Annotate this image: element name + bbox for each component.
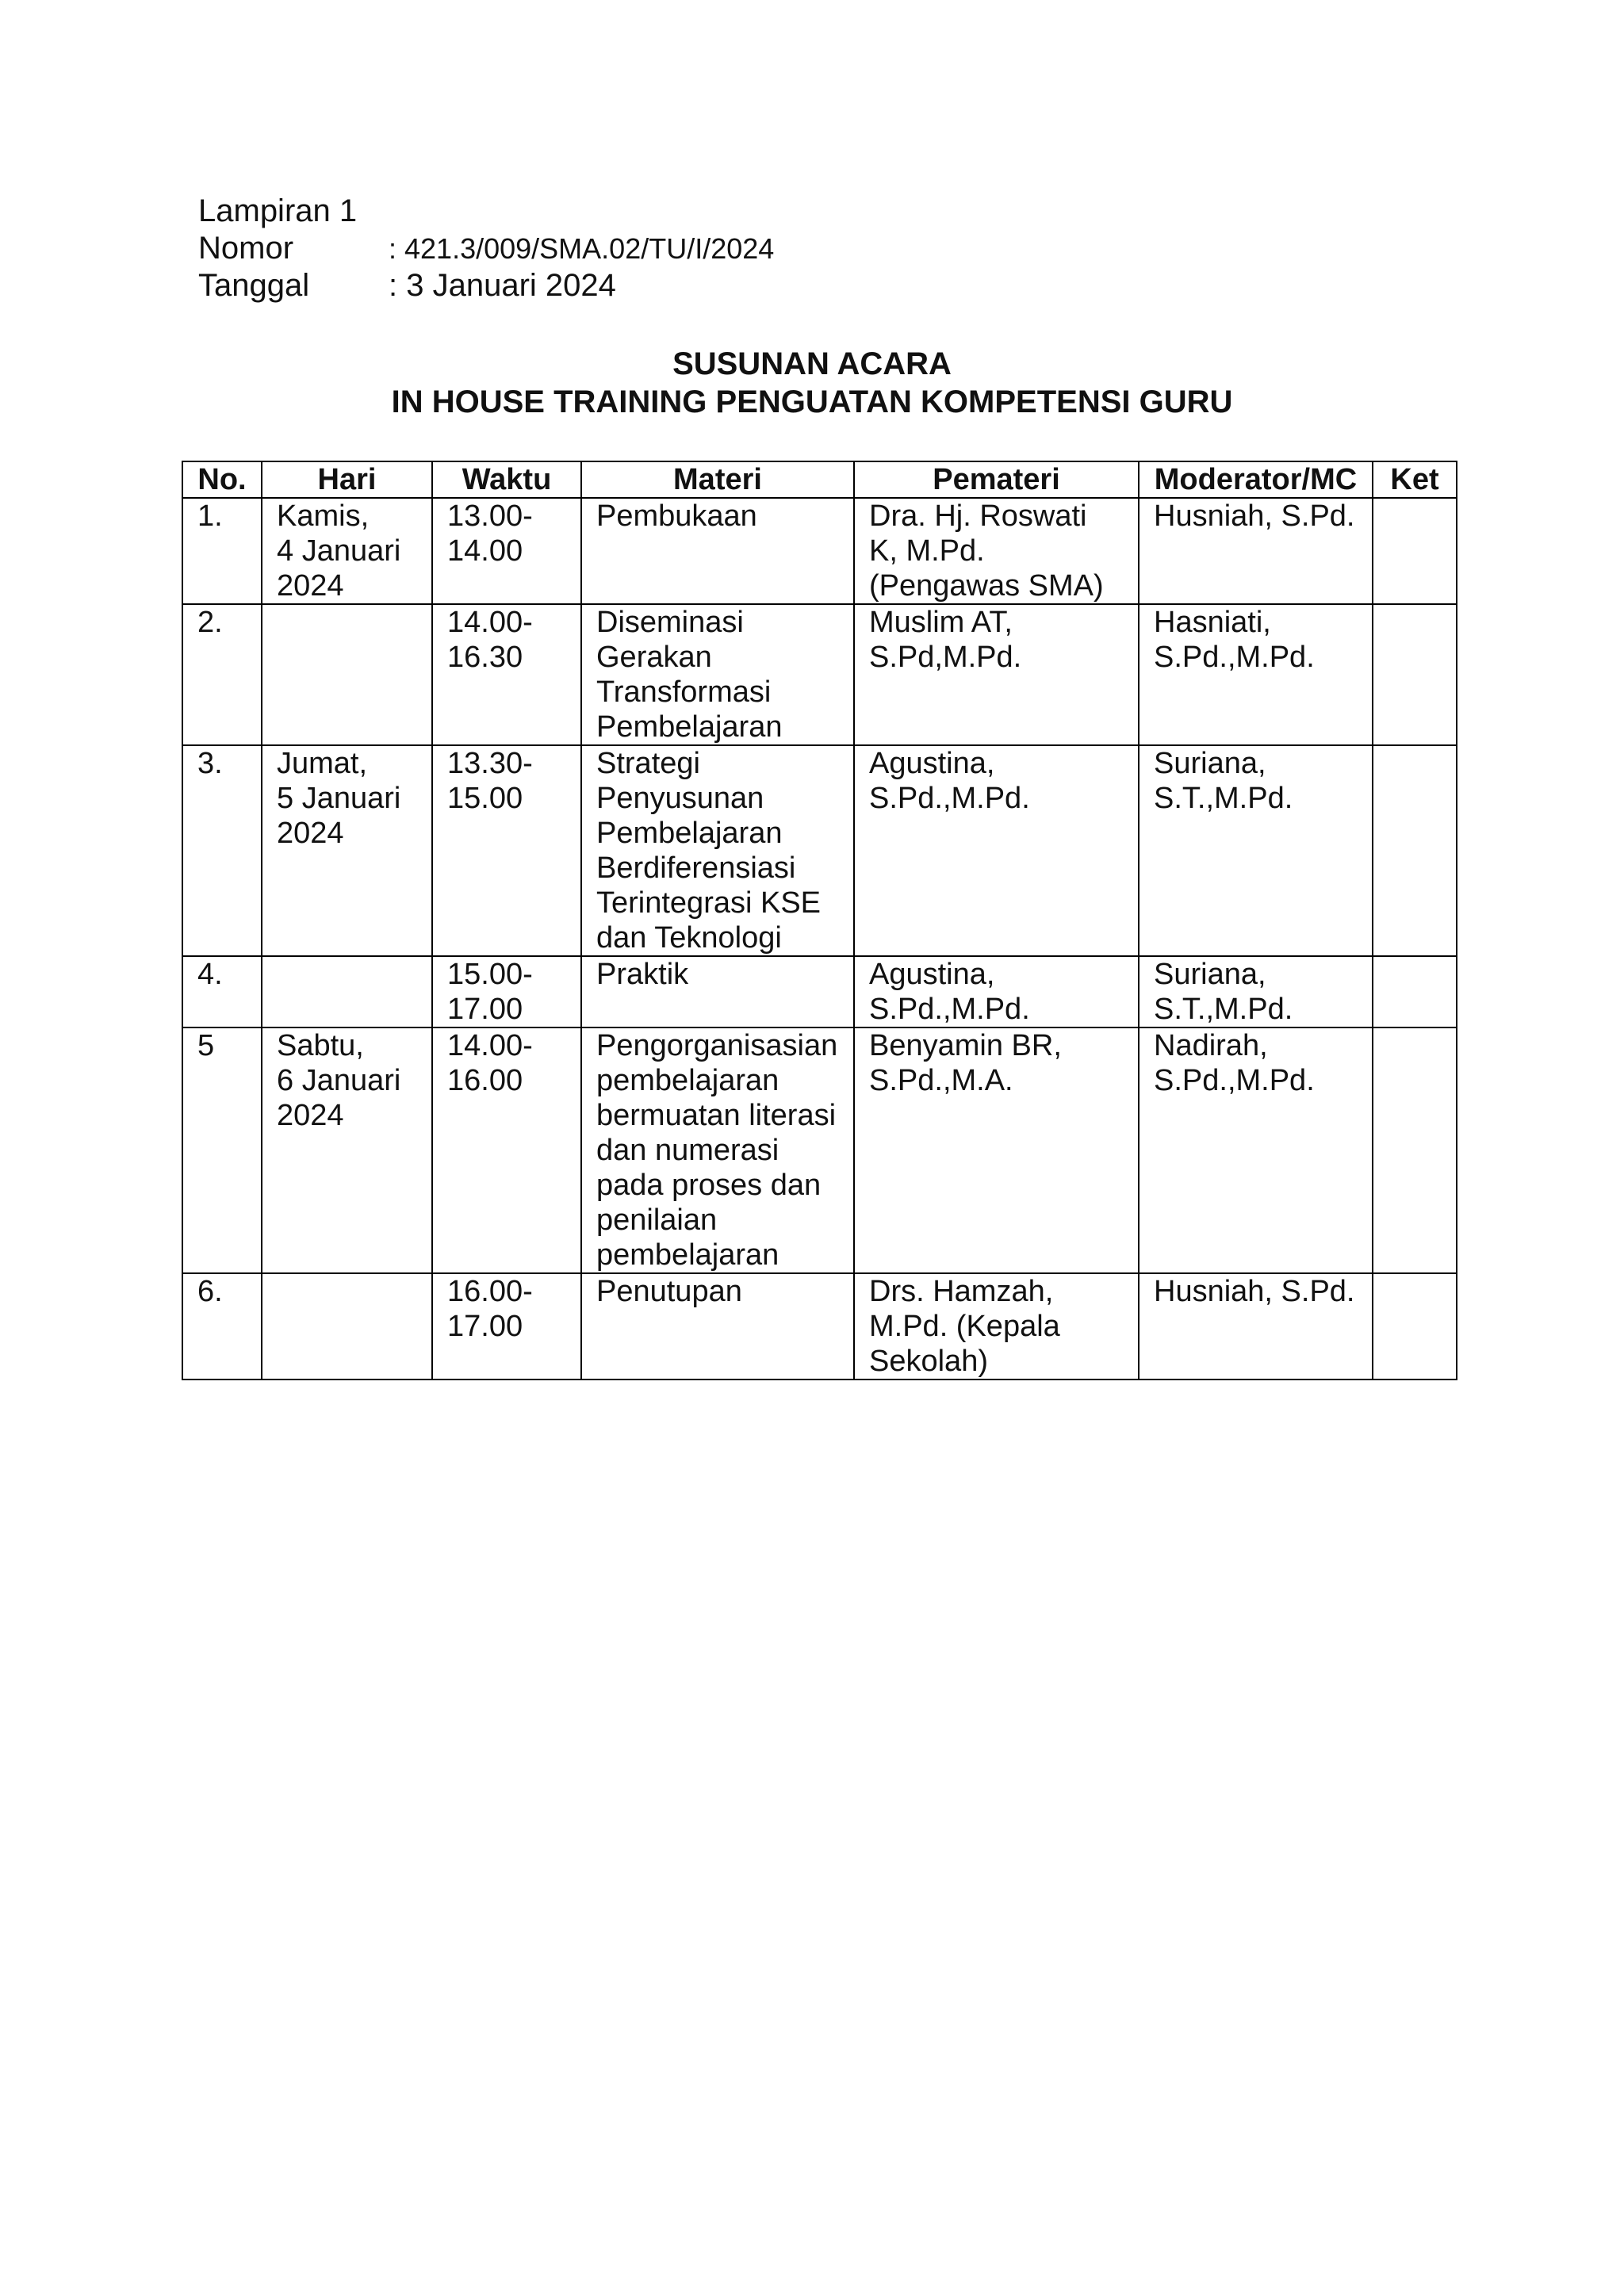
table-row bbox=[182, 604, 1457, 745]
cell-pemateri bbox=[854, 1027, 1139, 1273]
cell-moderator-text: Suriana, S.T.,M.Pd. bbox=[1154, 747, 1293, 815]
cell-hari-text: Sabtu, 6 Januari 2024 bbox=[277, 1029, 401, 1132]
cell-pemateri bbox=[854, 745, 1139, 956]
nomor-label: Nomor bbox=[198, 231, 294, 266]
cell-waktu bbox=[432, 956, 581, 1027]
cell-moderator-text: Nadirah, S.Pd.,M.Pd. bbox=[1154, 1029, 1315, 1097]
cell-materi-text: Praktik bbox=[596, 958, 689, 991]
table-header-row bbox=[182, 461, 1457, 498]
cell-pemateri-text: Muslim AT, S.Pd,M.Pd. bbox=[869, 606, 1022, 674]
cell-materi bbox=[581, 604, 854, 745]
cell-hari bbox=[262, 956, 432, 1027]
cell-materi-text: Pembukaan bbox=[596, 499, 757, 533]
cell-no bbox=[182, 1027, 262, 1273]
cell-materi bbox=[581, 1273, 854, 1380]
cell-waktu-text: 15.00- 17.00 bbox=[447, 958, 533, 1026]
cell-no bbox=[182, 956, 262, 1027]
nomor-line bbox=[198, 230, 774, 267]
cell-ket bbox=[1373, 956, 1457, 1027]
lampiran-line bbox=[198, 193, 774, 230]
cell-waktu bbox=[432, 745, 581, 956]
cell-waktu bbox=[432, 1273, 581, 1380]
cell-pemateri bbox=[854, 1273, 1139, 1380]
cell-moderator-text: Husniah, S.Pd. bbox=[1154, 1275, 1355, 1308]
tanggal-label: Tanggal bbox=[198, 268, 310, 303]
cell-no bbox=[182, 1273, 262, 1380]
cell-moderator-text: Husniah, S.Pd. bbox=[1154, 499, 1355, 533]
column-header-pemateri: Pemateri bbox=[854, 461, 1139, 498]
cell-materi-text: Penutupan bbox=[596, 1275, 742, 1308]
cell-ket bbox=[1373, 498, 1457, 604]
tanggal-value: : 3 Januari 2024 bbox=[389, 268, 616, 303]
nomor-value: : 421.3/009/SMA.02/TU/I/2024 bbox=[389, 232, 775, 265]
cell-materi bbox=[581, 745, 854, 956]
cell-materi-text: Pengorganisasian pembelajaran bermuatan literasi dan numerasi pada proses dan penilaian pembelajaran bbox=[596, 1029, 838, 1272]
cell-no-text: 1. bbox=[197, 499, 223, 533]
cell-moderator bbox=[1139, 956, 1373, 1027]
column-header-ket: Ket bbox=[1373, 461, 1457, 498]
cell-waktu-text: 13.00- 14.00 bbox=[447, 499, 533, 568]
cell-moderator bbox=[1139, 604, 1373, 745]
cell-waktu bbox=[432, 604, 581, 745]
cell-materi-text: Diseminasi Gerakan Transformasi Pembelajaran bbox=[596, 606, 783, 744]
document-title bbox=[0, 345, 1624, 421]
table-row bbox=[182, 1273, 1457, 1380]
cell-moderator bbox=[1139, 745, 1373, 956]
cell-hari bbox=[262, 498, 432, 604]
title-line-2: IN HOUSE TRAINING PENGUATAN KOMPETENSI GURU bbox=[391, 385, 1233, 419]
tanggal-line bbox=[198, 267, 774, 304]
cell-moderator bbox=[1139, 1273, 1373, 1380]
cell-moderator bbox=[1139, 498, 1373, 604]
cell-pemateri bbox=[854, 498, 1139, 604]
cell-waktu-text: 16.00- 17.00 bbox=[447, 1275, 533, 1343]
cell-moderator bbox=[1139, 1027, 1373, 1273]
table-row bbox=[182, 956, 1457, 1027]
table-row bbox=[182, 1027, 1457, 1273]
cell-pemateri bbox=[854, 956, 1139, 1027]
column-header-hari: Hari bbox=[262, 461, 432, 498]
cell-materi bbox=[581, 956, 854, 1027]
cell-hari bbox=[262, 1027, 432, 1273]
cell-ket bbox=[1373, 604, 1457, 745]
cell-no-text: 5 bbox=[197, 1029, 215, 1062]
cell-materi bbox=[581, 1027, 854, 1273]
cell-moderator-text: Hasniati, S.Pd.,M.Pd. bbox=[1154, 606, 1315, 674]
cell-materi bbox=[581, 498, 854, 604]
cell-pemateri-text: Agustina, S.Pd.,M.Pd. bbox=[869, 958, 1030, 1026]
cell-ket bbox=[1373, 745, 1457, 956]
cell-moderator-text: Suriana, S.T.,M.Pd. bbox=[1154, 958, 1293, 1026]
table-row bbox=[182, 745, 1457, 956]
cell-ket bbox=[1373, 1027, 1457, 1273]
cell-pemateri-text: Agustina, S.Pd.,M.Pd. bbox=[869, 747, 1030, 815]
cell-no-text: 3. bbox=[197, 747, 223, 780]
cell-waktu-text: 13.30- 15.00 bbox=[447, 747, 533, 815]
cell-pemateri bbox=[854, 604, 1139, 745]
cell-ket bbox=[1373, 1273, 1457, 1380]
title-line-1: SUSUNAN ACARA bbox=[672, 346, 952, 381]
cell-no-text: 4. bbox=[197, 958, 223, 991]
cell-hari-text: Kamis, 4 Januari 2024 bbox=[277, 499, 401, 603]
cell-hari bbox=[262, 604, 432, 745]
cell-no bbox=[182, 745, 262, 956]
column-header-materi: Materi bbox=[581, 461, 854, 498]
schedule-table bbox=[182, 461, 1457, 1380]
cell-waktu bbox=[432, 498, 581, 604]
lampiran-label: Lampiran 1 bbox=[198, 193, 358, 228]
cell-hari bbox=[262, 1273, 432, 1380]
attachment-header bbox=[198, 193, 774, 304]
cell-no bbox=[182, 498, 262, 604]
cell-no-text: 6. bbox=[197, 1275, 223, 1308]
cell-hari bbox=[262, 745, 432, 956]
cell-hari-text: Jumat, 5 Januari 2024 bbox=[277, 747, 401, 850]
cell-no-text: 2. bbox=[197, 606, 223, 639]
cell-pemateri-text: Dra. Hj. Roswati K, M.Pd. (Pengawas SMA) bbox=[869, 499, 1104, 603]
table-row bbox=[182, 498, 1457, 604]
column-header-moderator: Moderator/MC bbox=[1139, 461, 1373, 498]
cell-no bbox=[182, 604, 262, 745]
cell-pemateri-text: Drs. Hamzah, M.Pd. (Kepala Sekolah) bbox=[869, 1275, 1060, 1378]
cell-waktu bbox=[432, 1027, 581, 1273]
cell-waktu-text: 14.00- 16.00 bbox=[447, 1029, 533, 1097]
cell-materi-text: Strategi Penyusunan Pembelajaran Berdiferensiasi Terintegrasi KSE dan Teknologi bbox=[596, 747, 822, 955]
column-header-waktu: Waktu bbox=[432, 461, 581, 498]
cell-pemateri-text: Benyamin BR, S.Pd.,M.A. bbox=[869, 1029, 1062, 1097]
column-header-no: No. bbox=[182, 461, 262, 498]
cell-waktu-text: 14.00- 16.30 bbox=[447, 606, 533, 674]
